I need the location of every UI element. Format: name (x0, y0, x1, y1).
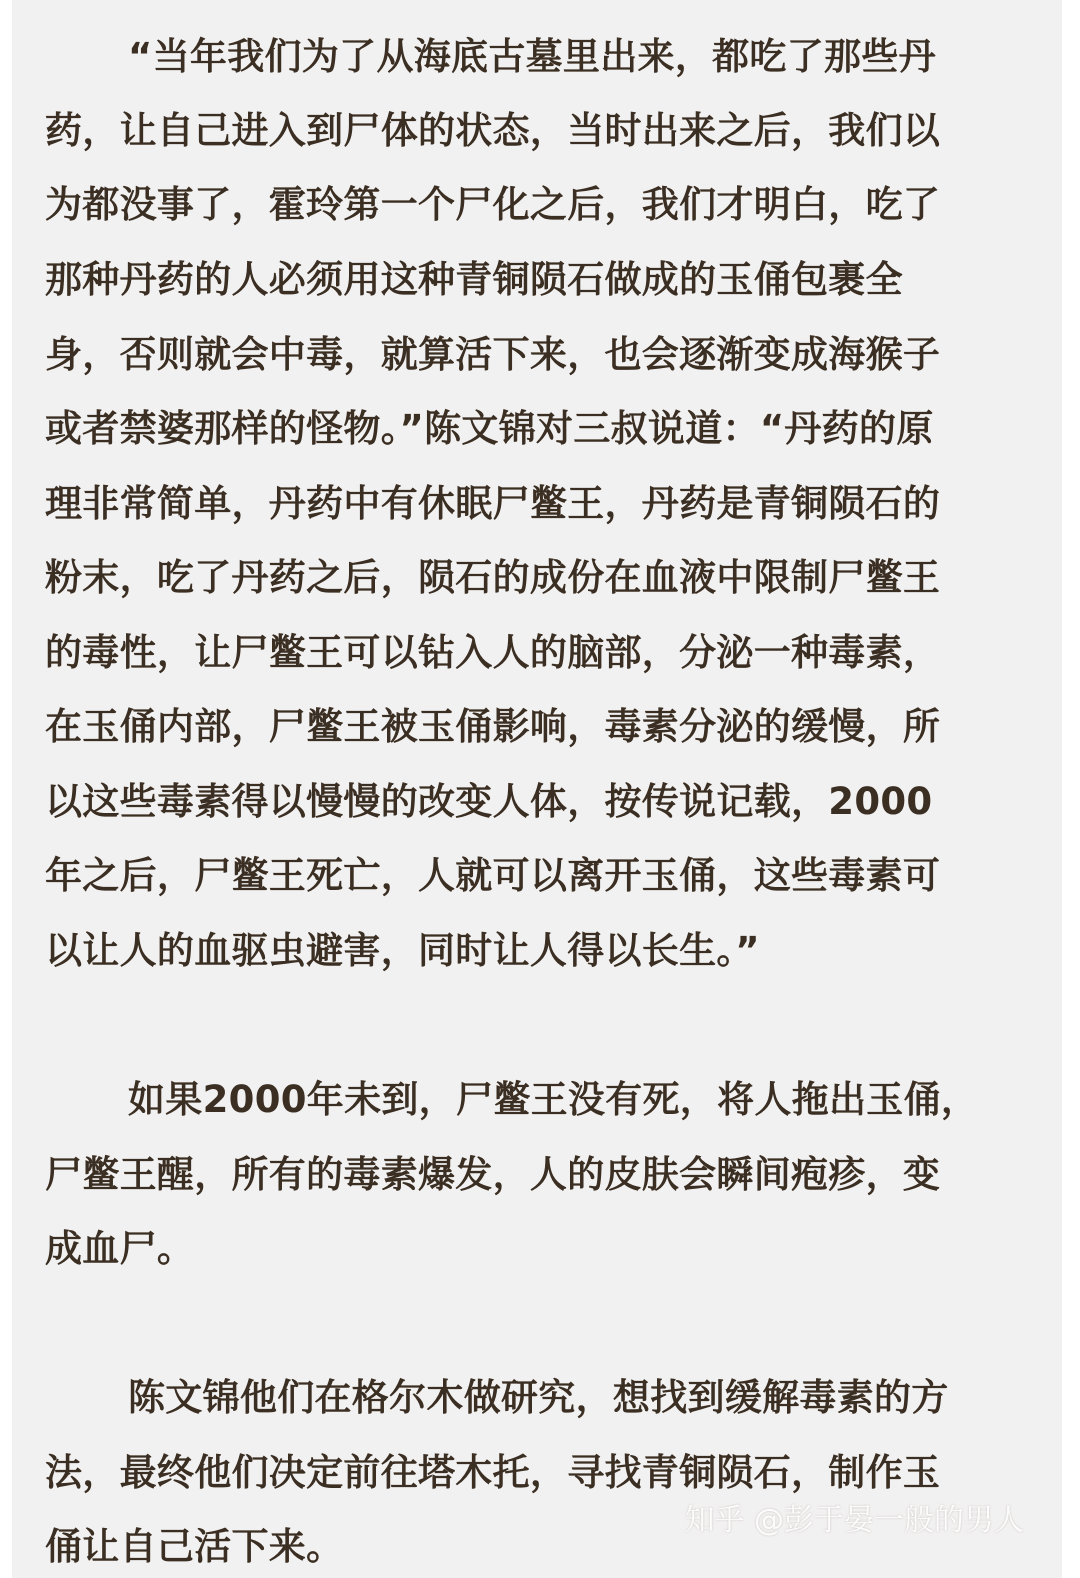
paragraph-2-line-2: 尸鳖王醒，所有的毒素爆发，人的皮肤会瞬间疱疹，变 (45, 1153, 941, 1196)
paragraph-1-line-9: 的毒性，让尸鳖王可以钻入人的脑部，分泌一种毒素， (45, 631, 941, 674)
paragraph-3-line-2: 法，最终他们决定前往塔木托，寻找青铜陨石，制作玉 (45, 1451, 941, 1494)
paragraph-1-line-11: 以这些毒素得以慢慢的改变人体，按传说记载，2000 (45, 780, 933, 823)
zhihu-watermark: 知乎 @彭于晏一般的男人 (684, 1503, 1024, 1538)
paragraph-2-line-3: 成血尸。 (45, 1227, 195, 1270)
article-page (12, 0, 1062, 1578)
paragraph-1-line-8: 粉末，吃了丹药之后，陨石的成份在血液中限制尸鳖王 (45, 556, 941, 599)
paragraph-1-line-7: 理非常简单，丹药中有休眠尸鳖王，丹药是青铜陨石的 (45, 482, 941, 525)
paragraph-1-line-4: 那种丹药的人必须用这种青铜陨石做成的玉俑包裹全 (45, 258, 903, 301)
paragraph-1-line-3: 为都没事了，霍玲第一个尸化之后，我们才明白，吃了 (45, 183, 941, 226)
paragraph-3-line-1: 陈文锦他们在格尔木做研究，想找到缓解毒素的方 (128, 1376, 949, 1419)
paragraph-1-line-1: “当年我们为了从海底古墓里出来，都吃了那些丹 (128, 35, 936, 78)
paragraph-1-line-2: 药，让自己进入到尸体的状态，当时出来之后，我们以 (45, 109, 941, 152)
paragraph-1-line-5: 身，否则就会中毒，就算活下来，也会逐渐变成海猴子 (45, 333, 941, 376)
paragraph-2-line-1: 如果2000年未到，尸鳖王没有死，将人拖出玉俑， (128, 1078, 979, 1121)
paragraph-1-line-13: 以让人的血驱虫避害，同时让人得以长生。” (45, 929, 760, 972)
paragraph-1-line-10: 在玉俑内部，尸鳖王被玉俑影响，毒素分泌的缓慢，所 (45, 705, 941, 748)
paragraph-1-line-12: 年之后，尸鳖王死亡，人就可以离开玉俑，这些毒素可 (45, 854, 941, 897)
paragraph-1-line-6: 或者禁婆那样的怪物。”陈文锦对三叔说道：“丹药的原 (45, 407, 934, 450)
paragraph-3-line-3: 俑让自己活下来。 (45, 1525, 344, 1568)
